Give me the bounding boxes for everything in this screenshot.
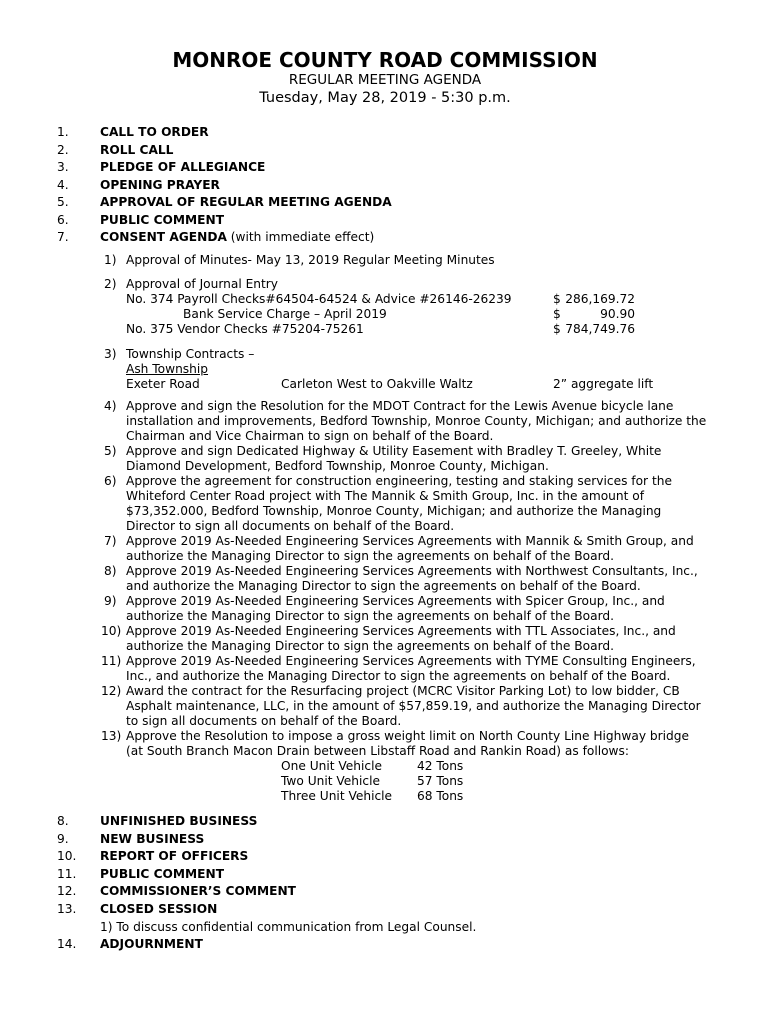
consent-item-line: authorize the Managing Director to sign the agreements on behalf of the Board. [126,639,614,653]
agenda-number: 2. [57,143,69,157]
consent-item-line: Asphalt maintenance, LLC, in the amount of $57,859.19, and authorize the Managing Director [126,699,701,713]
consent-item-text: Township Contracts – [126,347,255,361]
consent-number: 12) [101,684,122,698]
consent-item-line: Award the contract for the Resurfacing project (MCRC Visitor Parking Lot) to low bidder, CB [126,684,680,698]
agenda-number: 11. [57,867,77,881]
vehicle-type: One Unit Vehicle [281,759,382,773]
agenda-item-approval: APPROVAL OF REGULAR MEETING AGENDA [100,195,392,209]
road-work: 2” aggregate lift [553,377,654,391]
consent-item-line: authorize the Managing Director to sign the agreements on behalf of the Board. [126,549,614,563]
currency-symbol: $ [553,322,561,336]
consent-item-line: Approve 2019 As-Needed Engineering Services Agreements with Spicer Group, Inc., and [126,594,665,608]
agenda-item-adjournment: ADJOURNMENT [100,937,203,951]
consent-item-line: Director to sign all documents on behalf of the Board. [126,519,455,533]
consent-number: 10) [101,624,122,638]
agenda-number: 9. [57,832,69,846]
consent-number: 9) [104,594,117,608]
consent-item-line: Approve 2019 As-Needed Engineering Services Agreements with TYME Consulting Engineers, [126,654,696,668]
agenda-item-new-business: NEW BUSINESS [100,832,205,846]
consent-item-line: Approve the Resolution to impose a gross weight limit on North County Line Highway bridge [126,729,690,743]
journal-entry-amount: 784,749.76 [565,322,635,336]
township-name: Ash Township [126,362,209,376]
weight-limit: 68 Tons [417,789,464,803]
agenda-number: 1. [57,125,69,139]
consent-item-line: and authorize the Managing Director to sign the agreements on behalf of the Board. [126,579,641,593]
consent-number: 6) [104,474,117,488]
consent-number: 3) [104,347,117,361]
journal-entry-label: No. 375 Vendor Checks #75204-75261 [126,322,364,336]
consent-item-line: installation and improvements, Bedford Township, Monroe County, Michigan; and authorize the [126,414,707,428]
agenda-item-commissioners-comment: COMMISSIONER’S COMMENT [100,884,296,898]
consent-item-line: Chairman and Vice Chairman to sign on behalf of the Board. [126,429,494,443]
consent-item-line: authorize the Managing Director to sign the agreements on behalf of the Board. [126,609,614,623]
consent-heading: CONSENT AGENDA [100,230,227,244]
consent-item-line: Approve 2019 As-Needed Engineering Services Agreements with TTL Associates, Inc., and [126,624,676,638]
agenda-item-opening-prayer: OPENING PRAYER [100,178,220,192]
agenda-item-public-comment: PUBLIC COMMENT [100,213,225,227]
consent-item-text: Approval of Journal Entry [126,277,279,291]
consent-item-line: $73,352.000, Bedford Township, Monroe County, Michigan; and authorize the Managing [126,504,662,518]
consent-number: 5) [104,444,117,458]
vehicle-type: Three Unit Vehicle [281,789,393,803]
consent-number: 11) [101,654,122,668]
agenda-number: 12. [57,884,77,898]
consent-number: 1) [104,253,117,267]
consent-item-text: Approval of Minutes- May 13, 2019 Regular Meeting Minutes [126,253,495,267]
agenda-number: 14. [57,937,77,951]
agenda-item-report-of-officers: REPORT OF OFFICERS [100,849,249,863]
currency-symbol: $ [553,307,561,321]
journal-entry-amount: 286,169.72 [565,292,635,306]
consent-item-line: Approve 2019 As-Needed Engineering Services Agreements with Mannik & Smith Group, and [126,534,694,548]
agenda-item-consent-agenda [100,230,374,244]
weight-limit: 42 Tons [417,759,464,773]
journal-entry-label: No. 374 Payroll Checks#64504-64524 & Advice #26146-26239 [126,292,512,306]
agenda-item-public-comment-2: PUBLIC COMMENT [100,867,225,881]
weight-limit: 57 Tons [417,774,464,788]
agenda-number: 4. [57,178,69,192]
consent-item-line: Whiteford Center Road project with The Mannik & Smith Group, Inc. in the amount of [126,489,645,503]
consent-number: 2) [104,277,117,291]
agenda-number: 13. [57,902,77,916]
consent-item-line: Approve 2019 As-Needed Engineering Services Agreements with Northwest Consultants, Inc., [126,564,698,578]
consent-item-line: Inc., and authorize the Managing Director to sign the agreements on behalf of the Board. [126,669,671,683]
agenda-item-call-to-order: CALL TO ORDER [100,125,209,139]
agenda-item-pledge: PLEDGE OF ALLEGIANCE [100,160,266,174]
page-subtitle: REGULAR MEETING AGENDA [288,72,482,88]
agenda-number: 8. [57,814,69,828]
road-limits: Carleton West to Oakville Waltz [281,377,473,391]
road-name: Exeter Road [126,377,200,391]
consent-item-line: Approve and sign the Resolution for the MDOT Contract for the Lewis Avenue bicycle lane [126,399,674,413]
agenda-item-roll-call: ROLL CALL [100,143,174,157]
agenda-number: 6. [57,213,69,227]
consent-number: 8) [104,564,117,578]
agenda-number: 7. [57,230,69,244]
consent-item-line: Approve and sign Dedicated Highway & Utility Easement with Bradley T. Greeley, White [126,444,662,458]
consent-number: 4) [104,399,117,413]
consent-item-line: Diamond Development, Bedford Township, Monroe County, Michigan. [126,459,549,473]
agenda-item-unfinished-business: UNFINISHED BUSINESS [100,814,258,828]
journal-entry-label: Bank Service Charge – April 2019 [183,307,387,321]
agenda-number: 5. [57,195,69,209]
consent-note: (with immediate effect) [226,230,375,244]
vehicle-type: Two Unit Vehicle [281,774,380,788]
consent-item-line: (at South Branch Macon Drain between Libstaff Road and Rankin Road) as follows: [126,744,629,758]
meeting-date: Tuesday, May 28, 2019 - 5:30 p.m. [259,90,511,106]
agenda-item-closed-session: CLOSED SESSION [100,902,218,916]
closed-session-detail: 1) To discuss confidential communication from Legal Counsel. [100,920,477,934]
agenda-number: 3. [57,160,69,174]
agenda-number: 10. [57,849,77,863]
page-title: MONROE COUNTY ROAD COMMISSION [172,48,598,72]
journal-entry-amount: 90.90 [600,307,635,321]
consent-number: 7) [104,534,117,548]
consent-item-line: Approve the agreement for construction engineering, testing and staking services for the [126,474,672,488]
consent-number: 13) [101,729,122,743]
currency-symbol: $ [553,292,561,306]
consent-item-line: to sign all documents on behalf of the Board. [126,714,402,728]
